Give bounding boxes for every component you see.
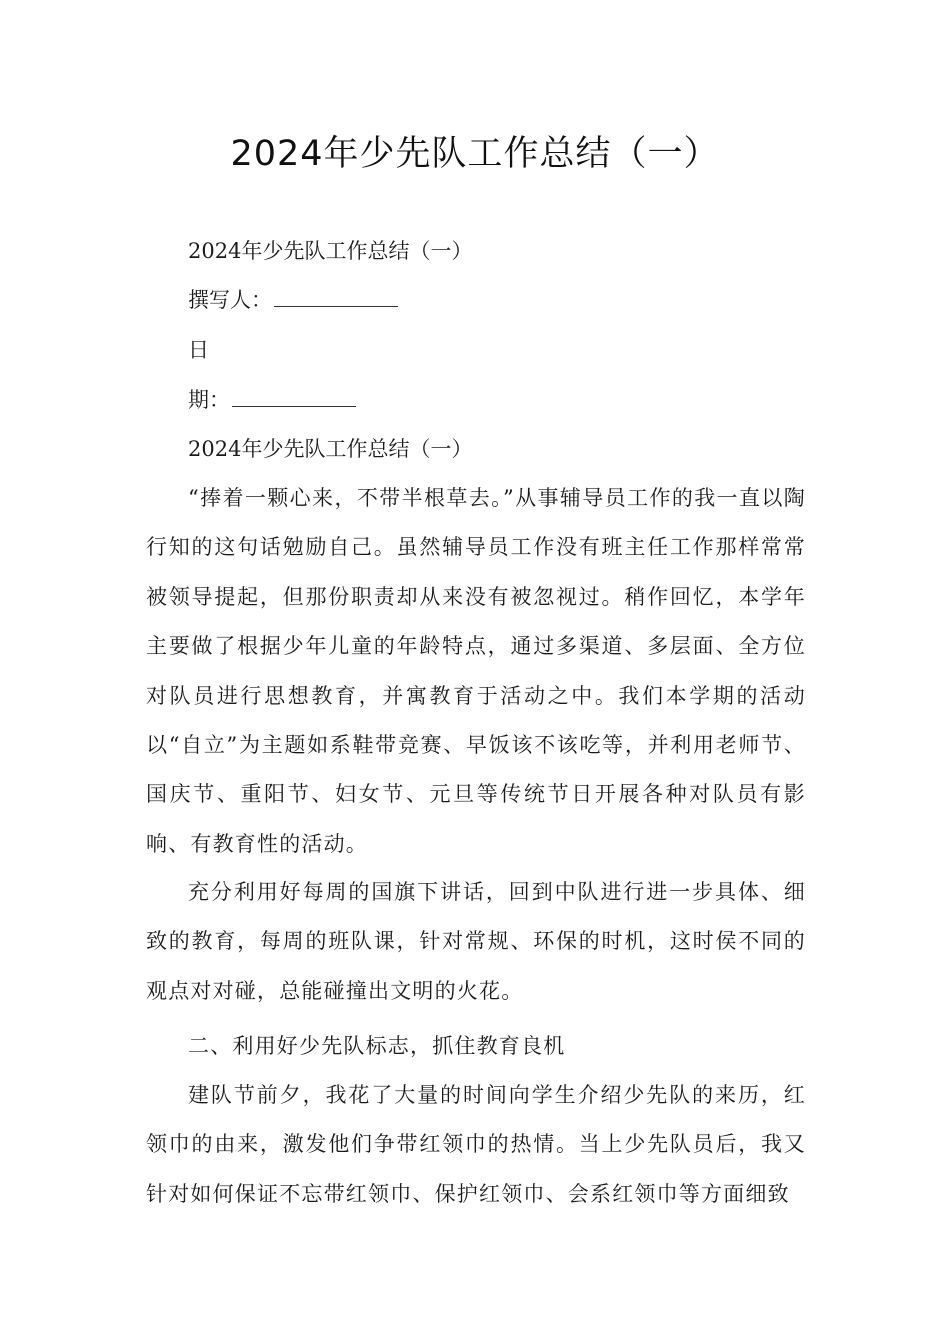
author-blank (274, 288, 398, 307)
date-label-line-1: 日 (188, 338, 209, 362)
section-heading-2: 二、利用好少先队标志，抓住教育良机 (188, 1034, 566, 1058)
author-label: 撰写人： (188, 288, 272, 312)
paragraph-1: “捧着一颗心来，不带半根草去。”从事辅导员工作的我一直以陶行知的这句话勉励自己。虽然辅导员工作没有班主任工作那样常常被领导提起，但那份职责却从来没有被忽视过。稍作回忆，本学年主要做了根据少年儿童的年龄特点，通过多渠道、多层面、全方位对队员进行思想教育，并寓教育于活动之中。我们本学期的活动以“自立”为主题如系鞋带竞赛、早饭该不该吃等，并利用老师节、国庆节、重阳节、妇女节、元旦等传统节日开展各种对队员有影响、有教育性的活动。 (146, 486, 806, 856)
date-line (188, 385, 356, 415)
sub-title-line: 2024年少先队工作总结（一） (188, 437, 473, 461)
header-title-line: 2024年少先队工作总结（一） (188, 239, 473, 263)
paragraph-3: 建队节前夕，我花了大量的时间向学生介绍少先队的来历，红领巾的由来，激发他们争带红领巾的热情。当上少先队员后，我又针对如何保证不忘带红领巾、保护红领巾、会系红领巾等方面细致 (146, 1083, 806, 1206)
date-label: 期： (188, 388, 230, 412)
date-blank (232, 388, 356, 407)
document-title: 2024年少先队工作总结（一） (230, 134, 720, 174)
author-line (188, 285, 398, 315)
paragraph-2: 充分利用好每周的国旗下讲话，回到中队进行进一步具体、细致的教育，每周的班队课，针对常规、环保的时机，这时侯不同的观点对对碰，总能碰撞出文明的火花。 (146, 880, 806, 1003)
